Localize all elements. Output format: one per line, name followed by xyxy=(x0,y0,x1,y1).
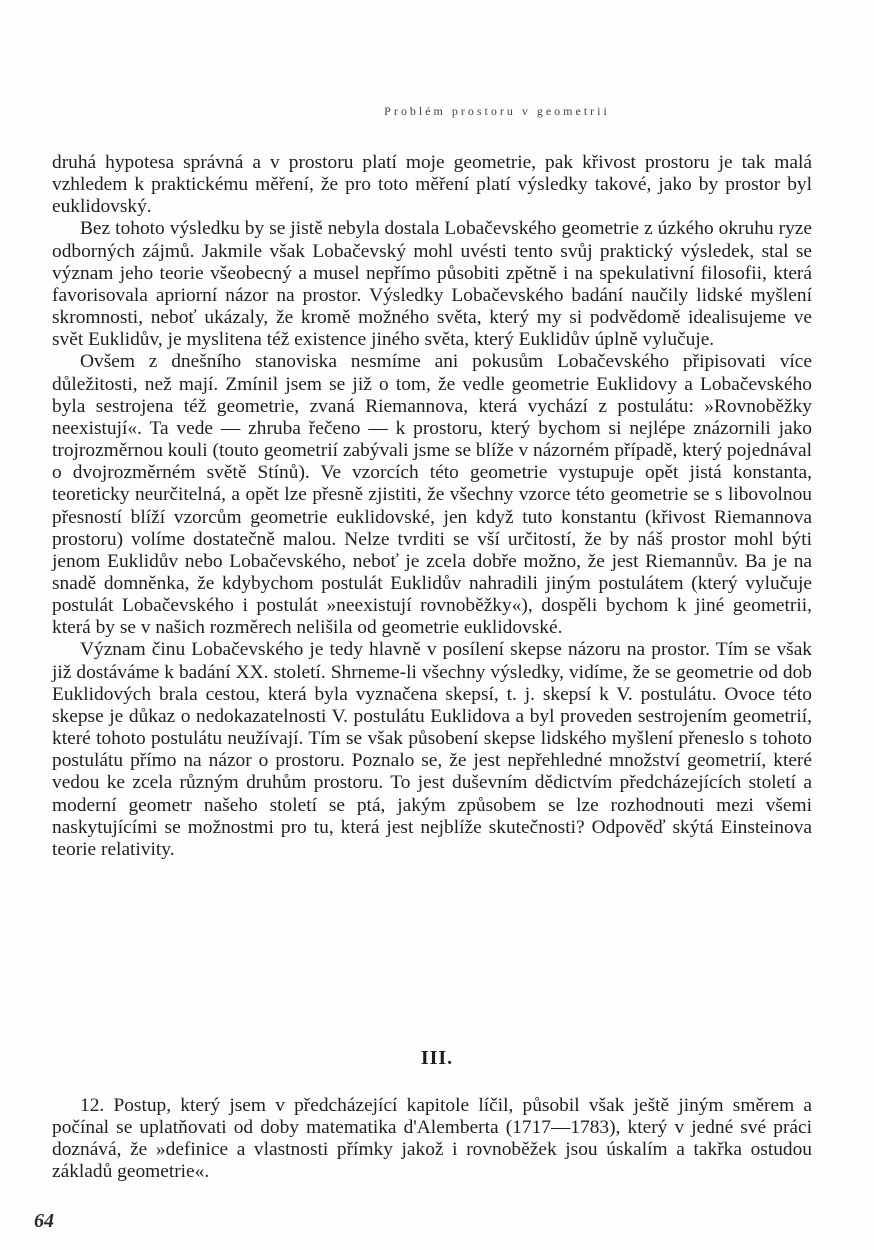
page-number: 64 xyxy=(34,1210,54,1232)
paragraph-continuation: druhá hypotesa správná a v prostoru platí moje geometrie, pak křivost prostoru je tak malá vzhledem k praktickému měření, že pro toto měření platí výsledky takové, jako by prostor byl euklidovský. xyxy=(52,152,812,218)
section-paragraph: 12. Postup, který jsem v předcházející kapitole líčil, působil však ještě jiným směrem a počínal se uplatňovati od doby matematika d'Alemberta (1717—1783), který v jedné své práci doznává, že »definice a vlastnosti přímky jakož i rovnoběžek jsou úskalím a takřka ostudou základů geometrie«. xyxy=(52,1095,812,1183)
paragraph: Bez tohoto výsledku by se jistě nebyla dostala Lobačevského geometrie z úzkého okruhu ryze odborných zájmů. Jakmile však Lobačevský mohl uvésti tento svůj praktický výsledek, stal se význam jeho teorie všeobecný a musel nepřímo působiti zpětně i na spekulativní filosofii, která favorisovala apriorní názor na prostor. Výsledky Lobačevského badání naučily lidské myšlení skromnosti, neboť ukázaly, že kromě možného světa, který my si podvědomě idealisujeme ve svět Euklidův, je myslitena též existence jiného světa, který Euklidův úplně vylučuje. xyxy=(52,218,812,351)
running-header: Problém prostoru v geometrii xyxy=(384,104,610,118)
section-text-block xyxy=(52,1095,812,1184)
section-heading: III. xyxy=(420,1047,454,1069)
paragraph: Ovšem z dnešního stanoviska nesmíme ani pokusům Lobačevského připisovati více důležitosti, než mají. Zmínil jsem se již o tom, že vedle geometrie Euklidovy a Lobačevského byla sestrojena též geometrie, zvaná Riemannova, která vychází z postulátu: »Rovnoběžky neexistují«. Ta vede — zhruba řečeno — k prostoru, který bychom si nejlépe znázornili jako trojrozměrnou kouli (touto geometrií zabývali jsme se blíže v názorném případě, který pojednával o dvojrozměrném světě Stínů). Ve vzorcích této geometrie vystupuje opět jistá konstanta, teoreticky neurčitelná, a opět lze přesně zjistiti, že všechny vzorce této geometrie se s libovolnou přesností blíží vzorcům geometrie euklidovské, jen když tuto konstantu (křivost Riemannova prostoru) volíme dostatečně malou. Nelze tvrditi se vší určitostí, že by náš prostor mohl býti jenom Euklidův nebo Lobačevského, neboť je zcela dobře možno, že jest Riemannův. Ba je na snadě domněnka, že kdybychom postulát Euklidův nahradili jiným postulátem (který vylučuje postulát Lobačevského i postulát »neexistují rovnoběžky«), dospěli bychom k jiné geometrii, která by se v našich rozměrech nelišila od geometrie euklidovské. xyxy=(52,351,812,639)
paragraph: Význam činu Lobačevského je tedy hlavně v posílení skepse názoru na prostor. Tím se však již dostáváme k badání XX. století. Shrneme-li všechny výsledky, vidíme, že se geometrie od dob Euklidových brala cestou, která byla vyznačena skepsí, t. j. skepsí k V. postulátu. Ovoce této skepse je důkaz o nedokazatelnosti V. postulátu Euklidova a byl proveden sestrojením geometrií, které tohoto postulátu neužívají. Tím se však působení skepse lidského myšlení přeneslo s tohoto postulátu přímo na názor o prostoru. Poznalo se, že jest nepřehledné množství geometrií, které vedou ke zcela různým druhům prostoru. To jest duševním dědictvím předcházejících století a moderní geometr našeho století se ptá, jakým způsobem se lze rozhodnouti mezi všemi naskytujícími se možnostmi pro tu, která jest nejblíže skutečnosti? Odpověď skýtá Einsteinova teorie relativity. xyxy=(52,639,812,860)
main-text-block xyxy=(52,152,812,861)
